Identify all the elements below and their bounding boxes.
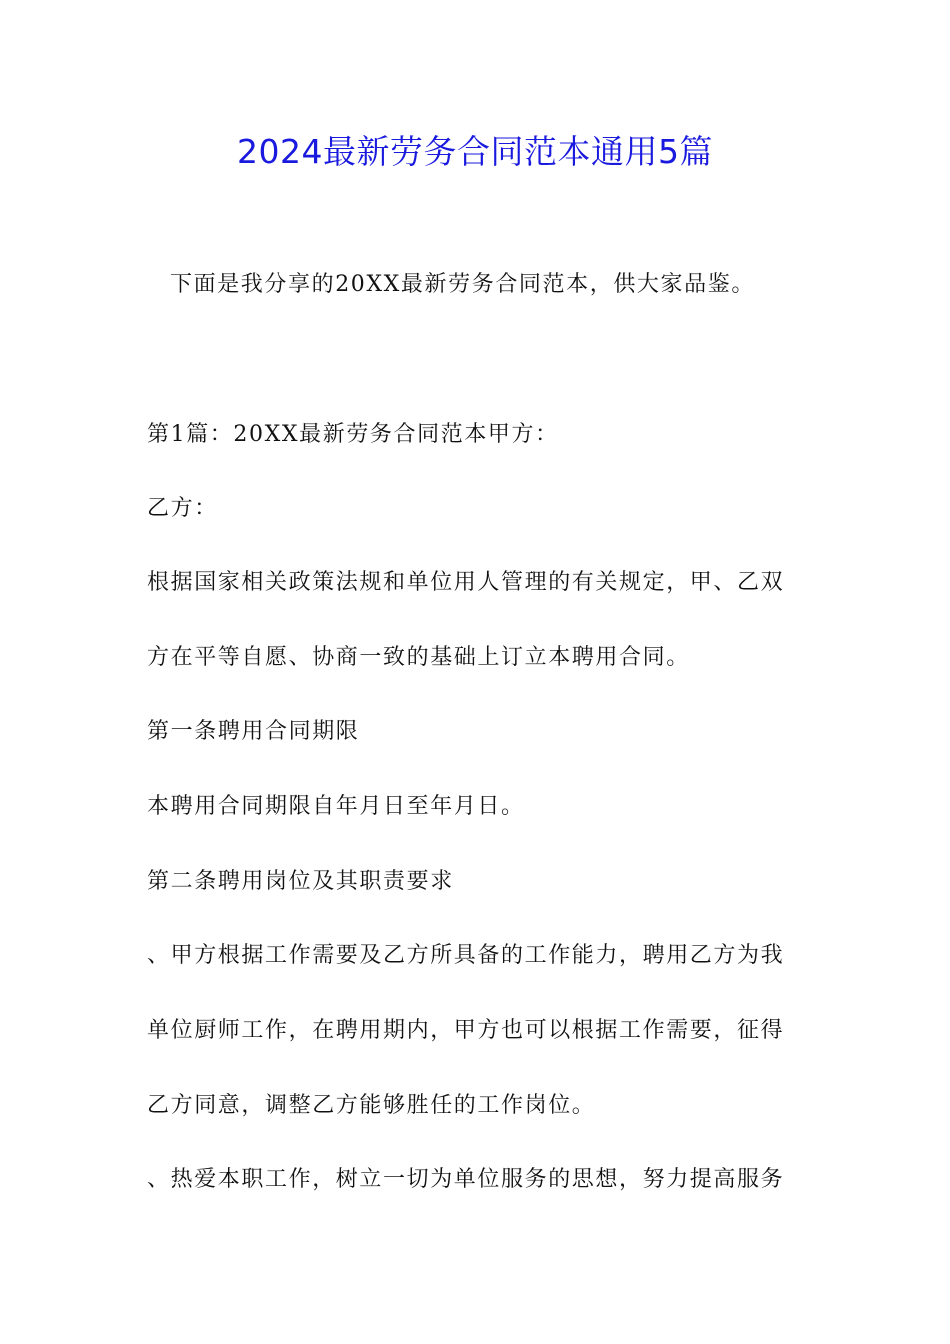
body-paragraph-line: 本聘用合同期限自年月日至年月日。 [147, 794, 525, 819]
article-heading-2: 第二条聘用岗位及其职责要求 [147, 869, 454, 894]
body-paragraph-line: 乙方同意，调整乙方能够胜任的工作岗位。 [147, 1093, 596, 1118]
body-paragraph-line: 单位厨师工作，在聘用期内，甲方也可以根据工作需要，征得 [147, 1018, 785, 1043]
party-b-line: 乙方： [147, 496, 218, 521]
article-heading-1: 第一条聘用合同期限 [147, 719, 360, 744]
body-paragraph-line: 、甲方根据工作需要及乙方所具备的工作能力，聘用乙方为我 [147, 943, 785, 968]
section-heading-part-1: 第1篇：20XX最新劳务合同范本甲方： [147, 422, 559, 447]
body-paragraph-line: 方在平等自愿、协商一致的基础上订立本聘用合同。 [147, 645, 690, 670]
body-paragraph-line: 根据国家相关政策法规和单位用人管理的有关规定，甲、乙双 [147, 570, 785, 595]
document-title: 2024最新劳务合同范本通用5篇 [237, 132, 713, 171]
intro-paragraph: 下面是我分享的20XX最新劳务合同范本，供大家品鉴。 [170, 272, 755, 297]
body-paragraph-line: 、热爱本职工作，树立一切为单位服务的思想，努力提高服务 [147, 1167, 785, 1192]
